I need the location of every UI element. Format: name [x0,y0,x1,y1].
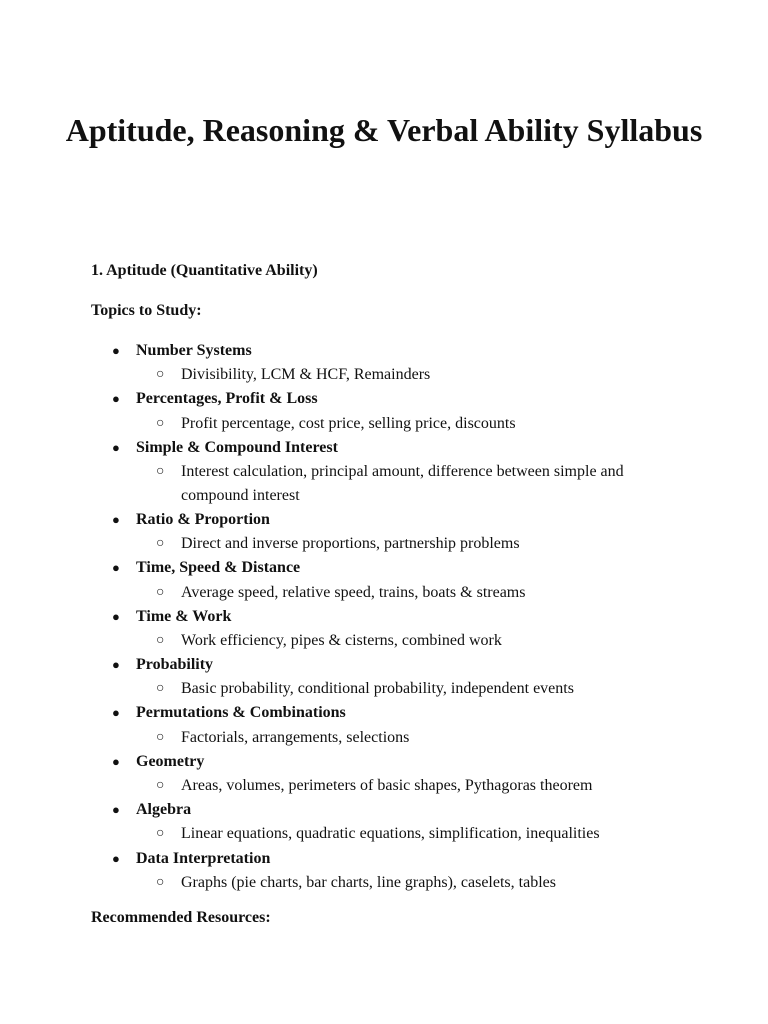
circle-bullet-icon: ○ [156,826,165,842]
topic-detail: Areas, volumes, perimeters of basic shapes, Pythagoras theorem [181,777,593,794]
circle-bullet-icon: ○ [156,681,165,697]
topic-item [0,605,768,653]
bullet-icon: ● [112,560,120,576]
topic-detail: Basic probability, conditional probability, independent events [181,680,574,698]
topic-detail: Factorials, arrangements, selections [181,728,410,746]
circle-bullet-icon: ○ [156,632,165,648]
topic-detail: Work efficiency, pipes & cisterns, combined work [181,631,502,649]
topic-name: Probability [136,656,214,674]
topic-name: Percentages, Profit & Loss [136,390,318,408]
topic-detail: Direct and inverse proportions, partnership problems [181,535,520,553]
page-title: Aptitude, Reasoning & Verbal Ability Syllabus [65,112,703,148]
resources-heading: Recommended Resources: [91,909,271,926]
bullet-icon: ● [112,511,120,527]
topic-name: Time, Speed & Distance [136,559,301,577]
topic-name: Geometry [136,752,205,770]
topic-item [0,798,768,846]
topic-name: Algebra [136,801,192,819]
topic-name: Simple & Compound Interest [136,438,338,456]
topic-name: Data Interpretation [136,849,271,867]
topics-heading: Topics to Study: [91,302,202,319]
circle-bullet-icon: ○ [156,536,165,552]
bullet-icon: ● [112,850,120,866]
topic-item [0,556,768,604]
topic-item [0,436,768,508]
circle-bullet-icon: ○ [156,778,165,793]
topic-name: Ratio & Proportion [136,510,270,528]
topic-detail: Divisibility, LCM & HCF, Remainders [181,366,431,384]
topic-item [0,339,768,387]
bullet-icon: ● [112,657,120,673]
topic-name: Number Systems [136,342,252,359]
topic-detail: Graphs (pie charts, bar charts, line graphs), caselets, tables [181,873,556,891]
section-heading: 1. Aptitude (Quantitative Ability) [91,262,318,279]
bullet-icon: ● [112,391,120,407]
bullet-icon: ● [112,343,120,358]
topic-item [0,701,768,749]
topic-item [0,387,768,435]
circle-bullet-icon: ○ [156,415,165,431]
bullet-icon: ● [112,439,120,455]
bullet-icon: ● [112,802,120,818]
bullet-icon: ● [112,608,120,624]
topic-detail: Linear equations, quadratic equations, simplification, inequalities [181,825,600,843]
bullet-icon: ● [112,753,120,769]
topic-detail: Interest calculation, principal amount, difference between simple and compound interest [181,462,624,504]
circle-bullet-icon: ○ [156,874,165,890]
topic-name: Time & Work [136,607,232,625]
circle-bullet-icon: ○ [156,584,165,600]
topic-item [0,847,768,895]
topic-detail: Profit percentage, cost price, selling price, discounts [181,414,516,432]
circle-bullet-icon: ○ [156,367,165,383]
topic-item [0,653,768,701]
topic-name: Permutations & Combinations [136,704,346,722]
bullet-icon: ● [112,705,120,721]
topic-item [0,508,768,556]
topic-list [0,339,768,895]
circle-bullet-icon: ○ [156,729,165,745]
circle-bullet-icon: ○ [156,463,165,479]
topic-detail: Average speed, relative speed, trains, boats & streams [181,583,526,601]
topic-item [0,750,768,798]
